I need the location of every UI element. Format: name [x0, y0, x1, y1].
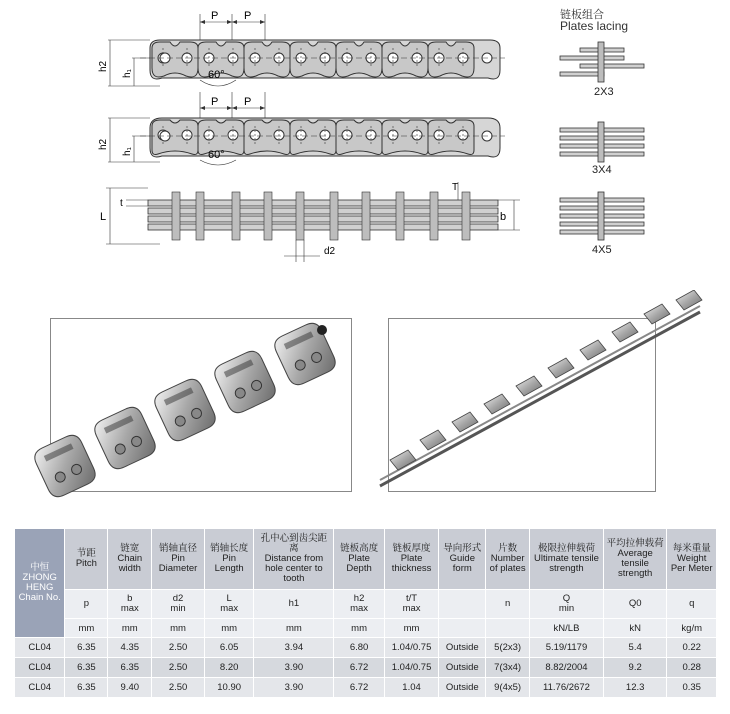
table-cell: 2.50 [152, 678, 205, 698]
symbol-cell: q [667, 590, 717, 619]
lacing-2x3 [560, 42, 644, 82]
table-cell: 0.28 [667, 658, 717, 678]
symbol-cell: Q0 [603, 590, 667, 619]
symbol-cell: d2 min [152, 590, 205, 619]
table-cell: 1.04/0.75 [384, 658, 439, 678]
table-cell: 9.2 [603, 658, 667, 678]
table-cell: CL04 [15, 678, 65, 698]
unit-cell [439, 619, 486, 638]
unit-cell: mm [204, 619, 253, 638]
pitch-label-2a: P [211, 96, 219, 108]
header-plate-depth: 链板高度 Plate Depth [334, 529, 384, 590]
unit-cell: kg/m [667, 619, 717, 638]
h2-label-2: h2 [98, 138, 109, 150]
pitch-label-1a: P [211, 10, 219, 22]
symbol-cell: t/T max [384, 590, 439, 619]
table-cell: 6.05 [204, 638, 253, 658]
table-cell: 1.04 [384, 678, 439, 698]
symbol-cell: L max [204, 590, 253, 619]
header-row [15, 529, 717, 590]
h1-label-2: h₁ [122, 147, 133, 156]
header-number-plates: 片数 Number of plates [486, 529, 530, 590]
header-pin-length: 销轴长度 Pin Length [204, 529, 253, 590]
table-cell: CL04 [15, 638, 65, 658]
unit-cell: kN/LB [530, 619, 604, 638]
header-average-strength: 平均拉伸载荷 Average tensile strength [603, 529, 667, 590]
unit-cell: mm [152, 619, 205, 638]
side-view-1 [98, 10, 505, 86]
symbol-cell: p [65, 590, 108, 619]
header-chain-no: 中恒 ZHONG HENG Chain No. [15, 529, 65, 638]
table-cell: Outside [439, 658, 486, 678]
table-cell: 3.94 [254, 638, 334, 658]
lacing-label-4x5: 4X5 [592, 244, 612, 256]
table-row [15, 678, 717, 698]
header-distance: 孔中心到齿尖距离 Distance from hole center to tooth [254, 529, 334, 590]
symbol-cell: Q min [530, 590, 604, 619]
b-label: b [500, 211, 507, 223]
table-cell: 6.35 [65, 678, 108, 698]
chain-photo-illustrations [0, 290, 730, 515]
header-ultimate-strength: 极限拉伸载荷 Ultimate tensile strength [530, 529, 604, 590]
table-cell: 0.22 [667, 638, 717, 658]
unit-cell: mm [108, 619, 152, 638]
product-photos [0, 290, 730, 515]
table-cell: 5.4 [603, 638, 667, 658]
symbol-cell: h1 [254, 590, 334, 619]
t-label: t [120, 198, 123, 209]
header-guide-form: 导向形式 Guide form [439, 529, 486, 590]
lacing-title-en: Plates lacing [560, 19, 629, 33]
header-plate-thickness: 链板厚度 Plate thickness [384, 529, 439, 590]
h1-label-1: h₁ [122, 69, 133, 78]
unit-cell: kN [603, 619, 667, 638]
table-cell: Outside [439, 678, 486, 698]
lacing-label-3x4: 3X4 [592, 164, 612, 176]
table-cell: 12.3 [603, 678, 667, 698]
table-cell: 11.76/2672 [530, 678, 604, 698]
pitch-label-1b: P [244, 10, 252, 22]
h2-label-1: h2 [98, 60, 109, 72]
table-row [15, 658, 717, 678]
table-cell: 2.50 [152, 658, 205, 678]
L-label: L [100, 211, 107, 223]
header-pin-diameter: 销轴直径 Pin Diameter [152, 529, 205, 590]
table-cell: 8.82/2004 [530, 658, 604, 678]
table-cell: 10.90 [204, 678, 253, 698]
table-row [15, 638, 717, 658]
unit-cell: mm [384, 619, 439, 638]
table-cell: 5(2x3) [486, 638, 530, 658]
lacing-title-cn: 链板组合 [560, 9, 604, 21]
table-cell: 3.90 [254, 658, 334, 678]
table-cell: 6.35 [65, 658, 108, 678]
table-cell: 3.90 [254, 678, 334, 698]
unit-cell [486, 619, 530, 638]
table-cell: CL04 [15, 658, 65, 678]
unit-cell: mm [65, 619, 108, 638]
table-cell: 0.35 [667, 678, 717, 698]
unit-cell: mm [254, 619, 334, 638]
technical-drawings [0, 0, 730, 275]
table-cell: 6.80 [334, 638, 384, 658]
angle-label-2: 60° [208, 149, 225, 161]
pitch-label-2b: P [244, 96, 252, 108]
table-cell: 9(4x5) [486, 678, 530, 698]
header-pitch: 节距 Pitch [65, 529, 108, 590]
symbol-row [15, 590, 717, 619]
table-cell: 5.19/1179 [530, 638, 604, 658]
unit-cell: mm [334, 619, 384, 638]
header-weight: 每米重量 Weight Per Meter [667, 529, 717, 590]
lacing-label-2x3: 2X3 [594, 86, 614, 98]
spec-table [14, 528, 717, 698]
symbol-cell: b max [108, 590, 152, 619]
chain-photo-right [380, 290, 702, 486]
table-cell: 9.40 [108, 678, 152, 698]
symbol-cell: h2 max [334, 590, 384, 619]
table-cell: 6.35 [65, 638, 108, 658]
lacing-4x5 [560, 192, 644, 240]
side-view-2 [98, 92, 505, 165]
top-view [100, 182, 520, 262]
chain-photo-left [31, 320, 338, 500]
d2-label: d2 [324, 246, 336, 257]
chain-drawing [0, 0, 730, 275]
table-cell: 6.72 [334, 658, 384, 678]
table-cell: 4.35 [108, 638, 152, 658]
table-cell: 6.72 [334, 678, 384, 698]
table-cell: 8.20 [204, 658, 253, 678]
symbol-cell: n [486, 590, 530, 619]
symbol-cell [439, 590, 486, 619]
angle-label-1: 60° [208, 69, 225, 81]
table-cell: 7(3x4) [486, 658, 530, 678]
table-cell: Outside [439, 638, 486, 658]
header-chain-width: 链宽 Chain width [108, 529, 152, 590]
unit-row [15, 619, 717, 638]
table-cell: 6.35 [108, 658, 152, 678]
table-cell: 1.04/0.75 [384, 638, 439, 658]
T-label: T [452, 182, 459, 193]
lacing-3x4 [560, 122, 644, 162]
table-cell: 2.50 [152, 638, 205, 658]
